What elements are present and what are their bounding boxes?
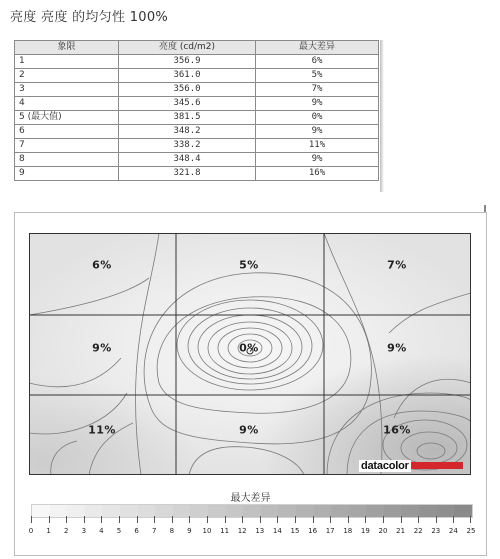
table-row	[15, 139, 379, 153]
scale-tick	[313, 516, 314, 523]
scale-tick	[330, 516, 331, 523]
luminance-cell: 321.8	[119, 167, 256, 181]
table-row	[15, 125, 379, 139]
scale-tick	[101, 516, 102, 523]
luminance-cell: 345.6	[119, 97, 256, 111]
max-deviation-cell: 9%	[256, 153, 379, 167]
table-row	[15, 55, 379, 69]
scale-ticks	[31, 516, 471, 524]
table-row	[15, 111, 379, 125]
max-deviation-cell: 9%	[256, 125, 379, 139]
scale-tick	[470, 516, 471, 523]
logo-text: datacolor	[361, 459, 409, 472]
scale-tick-label: 0	[28, 527, 34, 535]
scale-tick	[277, 516, 278, 523]
luminance-cell: 361.0	[119, 69, 256, 83]
scale-tick-label: 1	[46, 527, 51, 535]
scale-tick	[137, 516, 138, 523]
scale-tick-label: 6	[134, 527, 139, 535]
scale-tick-label: 21	[396, 527, 406, 535]
scale-tick	[49, 516, 50, 523]
scale-tick	[172, 516, 173, 523]
column-header: 象限	[15, 41, 119, 55]
quadrant-2-label: 5%	[239, 258, 259, 272]
quadrant-cell: 3	[15, 83, 119, 97]
max-deviation-cell: 7%	[256, 83, 379, 97]
quadrant-3-label: 7%	[387, 258, 407, 272]
table-row	[15, 69, 379, 83]
luminance-cell: 348.2	[119, 125, 256, 139]
max-deviation-cell: 9%	[256, 97, 379, 111]
scale-tick	[242, 516, 243, 523]
scale-tick-label: 3	[81, 527, 87, 535]
max-deviation-cell: 6%	[256, 55, 379, 69]
column-header: 亮度 (cd/m2)	[119, 41, 256, 55]
scale-tick-label: 9	[187, 527, 192, 535]
scale-labels	[28, 527, 476, 537]
scale-tick	[348, 516, 349, 523]
quadrant-cell: 6	[15, 125, 119, 139]
scale-tick-label: 23	[431, 527, 441, 535]
scale-tick	[207, 516, 208, 523]
scale-tick-label: 16	[308, 527, 318, 535]
uniformity-map-panel	[14, 212, 487, 556]
scale-tick	[295, 516, 296, 523]
quadrant-cell: 1	[15, 55, 119, 69]
scale-tick-label: 7	[151, 527, 157, 535]
quadrant-4-label: 9%	[92, 341, 112, 355]
quadrant-cell: 5 (最大值)	[15, 111, 119, 125]
scale-tick	[225, 516, 226, 523]
datacolor-logo	[359, 458, 463, 473]
luminance-cell: 338.2	[119, 139, 256, 153]
table-shadow	[380, 40, 384, 192]
quadrant-7-label: 11%	[88, 423, 116, 437]
scale-tick-label: 11	[220, 527, 230, 535]
scale-tick	[383, 516, 384, 523]
scale-tick-label: 8	[169, 527, 175, 535]
max-deviation-cell: 11%	[256, 139, 379, 153]
table-row	[15, 153, 379, 167]
quadrant-cell: 7	[15, 139, 119, 153]
page-title: 亮度 亮度 的均匀性 100%	[10, 10, 169, 25]
scale-tick-label: 24	[448, 527, 458, 535]
scale-tick	[418, 516, 419, 523]
scale-tick-label: 25	[466, 527, 476, 535]
max-deviation-cell: 16%	[256, 167, 379, 181]
scale-tick	[189, 516, 190, 523]
quadrant-8-label: 9%	[239, 423, 259, 437]
scale-tick	[365, 516, 366, 523]
scale-title: 最大差异	[230, 493, 271, 504]
luminance-cell: 348.4	[119, 153, 256, 167]
scale-tick-label: 2	[63, 527, 69, 535]
table-row	[15, 97, 379, 111]
scale-tick	[31, 516, 32, 523]
quadrant-5-label: 0%	[239, 341, 259, 355]
scale-tick-label: 12	[237, 527, 247, 535]
scale-tick-label: 18	[343, 527, 353, 535]
table-row	[15, 83, 379, 97]
scale-tick-label: 15	[290, 527, 300, 535]
luminance-cell: 381.5	[119, 111, 256, 125]
scale-tick	[84, 516, 85, 523]
column-header: 最大差异	[256, 41, 379, 55]
uniformity-contour-map	[29, 233, 471, 475]
scale-tick	[453, 516, 454, 523]
scale-tick-label: 5	[116, 527, 122, 535]
scale-tick	[260, 516, 261, 523]
scale-tick-label: 17	[325, 527, 335, 535]
table-header-row	[15, 41, 379, 55]
max-deviation-cell: 5%	[256, 69, 379, 83]
scale-tick	[436, 516, 437, 523]
max-deviation-cell: 0%	[256, 111, 379, 125]
luminance-cell: 356.0	[119, 83, 256, 97]
scale-tick	[401, 516, 402, 523]
scale-tick-label: 13	[255, 527, 265, 535]
scale-tick-label: 20	[378, 527, 388, 535]
quadrant-9-label: 16%	[383, 423, 411, 437]
quadrant-cell: 2	[15, 69, 119, 83]
scale-tick-label: 10	[202, 527, 212, 535]
uniformity-table	[14, 40, 379, 181]
quadrant-6-label: 9%	[387, 341, 407, 355]
quadrant-cell: 8	[15, 153, 119, 167]
logo-red-bar	[411, 462, 463, 469]
quadrant-cell: 4	[15, 97, 119, 111]
scale-tick-label: 4	[99, 527, 104, 535]
luminance-cell: 356.9	[119, 55, 256, 69]
scale-tick	[66, 516, 67, 523]
scale-tick-label: 22	[413, 527, 423, 535]
quadrant-1-label: 6%	[92, 258, 112, 272]
scale-tick	[119, 516, 120, 523]
table-row	[15, 167, 379, 181]
quadrant-cell: 9	[15, 167, 119, 181]
scale-tick	[154, 516, 155, 523]
scale-tick-label: 14	[272, 527, 282, 535]
scale-tick-label: 19	[360, 527, 370, 535]
